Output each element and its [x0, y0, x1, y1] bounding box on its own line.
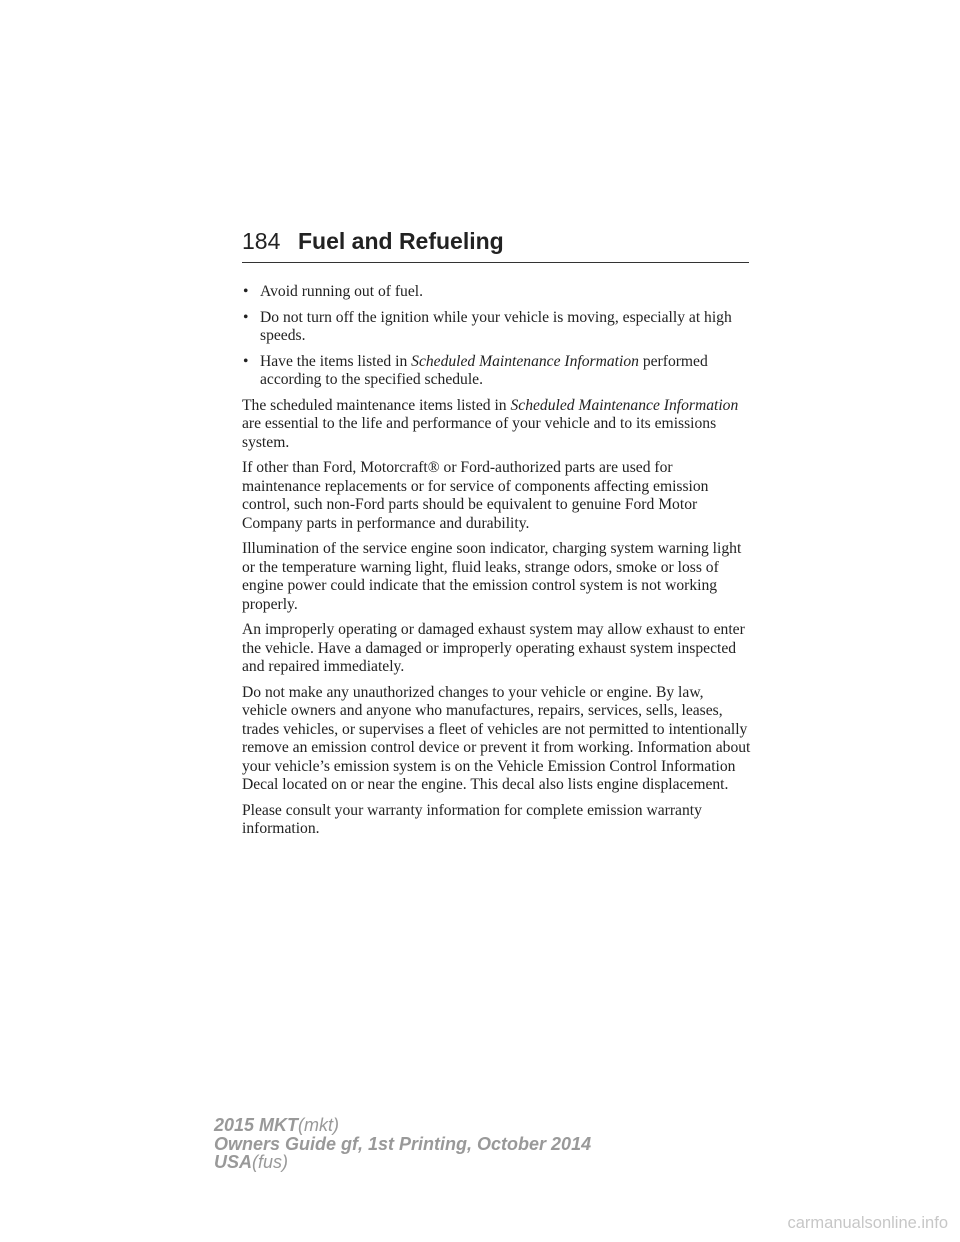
paragraph: Please consult your warranty information for complete emission warranty information. [242, 801, 702, 837]
bullet-text: Have the items listed in Scheduled Maintenance Information performed according to the specified schedule. [260, 352, 708, 388]
paragraph: Illumination of the service engine soon indicator, charging system warning light or the temperature warning light, fluid leaks, strange odors, smoke or loss of engine power could indicate that the emission control system is not working properly. [242, 540, 742, 613]
print-footer [214, 1116, 591, 1172]
bullet-item [242, 353, 752, 390]
page-number: 184 [242, 228, 281, 254]
bullet-item [242, 309, 752, 346]
footer-line-model: 2015 MKT(mkt) [214, 1115, 340, 1135]
bullet-text: Do not turn off the ignition while your vehicle is moving, especially at high speeds. [260, 308, 732, 344]
footer-line-guide: Owners Guide gf, 1st Printing, October 2014 [214, 1133, 592, 1154]
site-watermark: carmanualsonline.info [787, 1214, 948, 1232]
paragraph: The scheduled maintenance items listed in Scheduled Maintenance Information are essential to the life and performance of your vehicle and to its emissions system. [242, 396, 739, 451]
page-content [242, 283, 752, 846]
page-header [242, 228, 749, 263]
bullet-text: Avoid running out of fuel. [260, 283, 423, 300]
bullet-icon: • [243, 308, 249, 326]
cross-reference: Scheduled Maintenance Information [510, 396, 739, 414]
bullet-item [242, 283, 752, 302]
cross-reference: Scheduled Maintenance Information [411, 352, 639, 370]
paragraph: An improperly operating or damaged exhaust system may allow exhaust to enter the vehicle. Have a damaged or improperly operating exhaust system inspected and repaired immediately. [242, 621, 745, 675]
paragraph: Do not make any unauthorized changes to your vehicle or engine. By law, vehicle owners and anyone who manufactures, repairs, services, sells, leases, trades vehicles, or supervises a fleet of vehicles are not permitted to intentionally remove an emission control device or prevent it from working. Information about your vehicle’s emission system is on the Vehicle Emission Control Information Decal located on or near the engine. This decal also lists engine displacement. [242, 683, 751, 793]
paragraph: If other than Ford, Motorcraft® or Ford-authorized parts are used for maintenance replacements or for service of components affecting emission control, such non-Ford parts should be equivalent to genuine Ford Motor Company parts in performance and durability. [242, 459, 709, 532]
section-title: Fuel and Refueling [298, 228, 504, 254]
footer-line-market: USA(fus) [214, 1152, 289, 1172]
bullet-icon: • [243, 283, 249, 300]
bullet-icon: • [243, 352, 249, 370]
